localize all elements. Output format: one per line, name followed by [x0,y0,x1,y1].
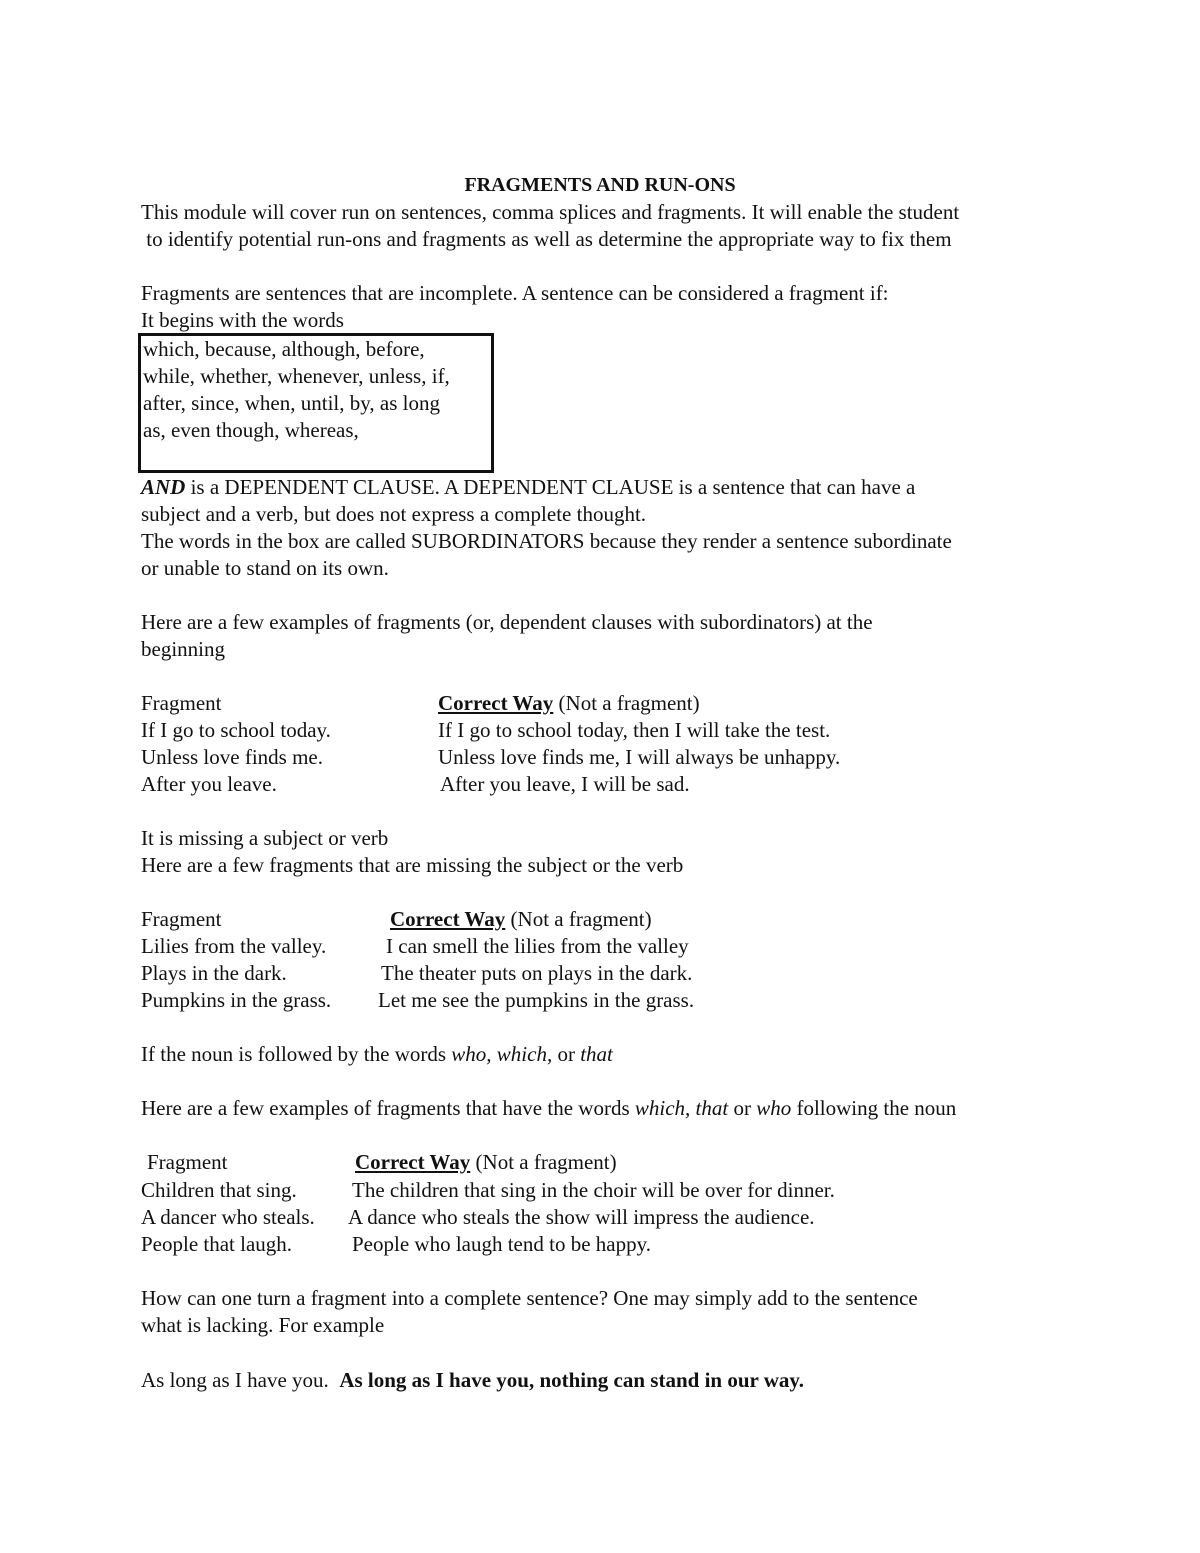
table2-header-correct [390,906,652,932]
box-line-2: while, whether, whenever, unless, if, [143,364,450,388]
howto-line-1: How can one turn a fragment into a complete sentence? One may simply add to the sentence [141,1286,918,1310]
dependent-line-4: or unable to stand on its own. [141,556,389,580]
table-row: The theater puts on plays in the dark. [381,961,693,985]
table-row: People who laugh tend to be happy. [352,1232,651,1256]
table2-header-correct-label: Correct Way [390,907,506,931]
page-title: FRAGMENTS AND RUN-ONS [464,174,736,196]
table-row: Lilies from the valley. [141,934,327,958]
dependent-line-1-rest: is a DEPENDENT CLAUSE. A DEPENDENT CLAUSE is a sentence that can have a [185,475,916,499]
table1-header-fragment: Fragment [141,691,222,715]
final-correct: As long as I have you, nothing can stand in our way. [339,1368,804,1392]
table-row: After you leave. [141,772,277,796]
table1-header-note: (Not a fragment) [553,691,700,715]
dependent-line-3: The words in the box are called SUBORDINATORS because they render a sentence subordinate [141,529,952,553]
missing-line-2: Here are a few fragments that are missing the subject or the verb [141,853,684,877]
box-line-4: as, even though, whereas, [143,418,359,442]
dependent-line-2: subject and a verb, but does not express a complete thought. [141,502,647,526]
table-row: Unless love finds me, I will always be unhappy. [438,745,841,769]
noun-prefix: If the noun is followed by the words [141,1042,452,1066]
noun-examples-mid: or [728,1096,757,1120]
table-row: Pumpkins in the grass. [141,988,332,1012]
table1-header-correct [438,690,700,716]
subordinators-box [138,333,494,473]
table-row: Children that sing. [141,1178,297,1202]
examples1-line-1: Here are a few examples of fragments (or, dependent clauses with subordinators) at the [141,610,873,634]
definition-line-2: It begins with the words [141,308,344,332]
definition-line-1: Fragments are sentences that are incomplete. A sentence can be considered a fragment if: [141,281,889,305]
noun-examples-prefix: Here are a few examples of fragments that have the words [141,1096,635,1120]
table1-header-correct-label: Correct Way [438,691,554,715]
table3-header-note: (Not a fragment) [470,1150,617,1174]
howto-line-2: what is lacking. For example [141,1313,385,1337]
noun-italic-2: that [580,1042,613,1066]
table3-header-correct-label: Correct Way [355,1150,471,1174]
box-line-1: which, because, although, before, [143,337,425,361]
dependent-line-1 [141,474,915,500]
table2-header-note: (Not a fragment) [505,907,652,931]
table-row: Let me see the pumpkins in the grass. [378,988,695,1012]
intro-line-1: This module will cover run on sentences, comma splices and fragments. It will enable the student [141,200,960,224]
table-row: The children that sing in the choir will be over for dinner. [352,1178,835,1202]
noun-line [141,1041,613,1067]
table2-header-fragment: Fragment [141,907,222,931]
table-row: Plays in the dark. [141,961,287,985]
table3-header-fragment: Fragment [147,1150,228,1174]
noun-examples-line [141,1095,956,1121]
table-row: A dancer who steals. [141,1205,315,1229]
noun-mid: or [552,1042,581,1066]
table-row: People that laugh. [141,1232,293,1256]
and-word: AND [141,475,186,499]
final-fragment: As long as I have you. [141,1368,329,1392]
noun-examples-italic: which, that [634,1096,729,1120]
missing-line-1: It is missing a subject or verb [141,826,389,850]
table-row: A dance who steals the show will impress the audience. [348,1205,815,1229]
intro-line-2: to identify potential run-ons and fragments as well as determine the appropriate way to fix them [141,227,952,251]
examples1-line-2: beginning [141,637,225,661]
noun-examples-italic-2: who [756,1096,792,1120]
table-row: If I go to school today, then I will take the test. [438,718,831,742]
table-row: After you leave, I will be sad. [440,772,690,796]
box-line-3: after, since, when, until, by, as long [143,391,440,415]
noun-examples-suffix: following the noun [791,1096,957,1120]
table-row: If I go to school today. [141,718,331,742]
table-row: I can smell the lilies from the valley [386,934,689,958]
final-example [141,1367,804,1393]
noun-italic: who, which, [451,1042,553,1066]
table-row: Unless love finds me. [141,745,323,769]
table3-header-correct [355,1149,617,1175]
